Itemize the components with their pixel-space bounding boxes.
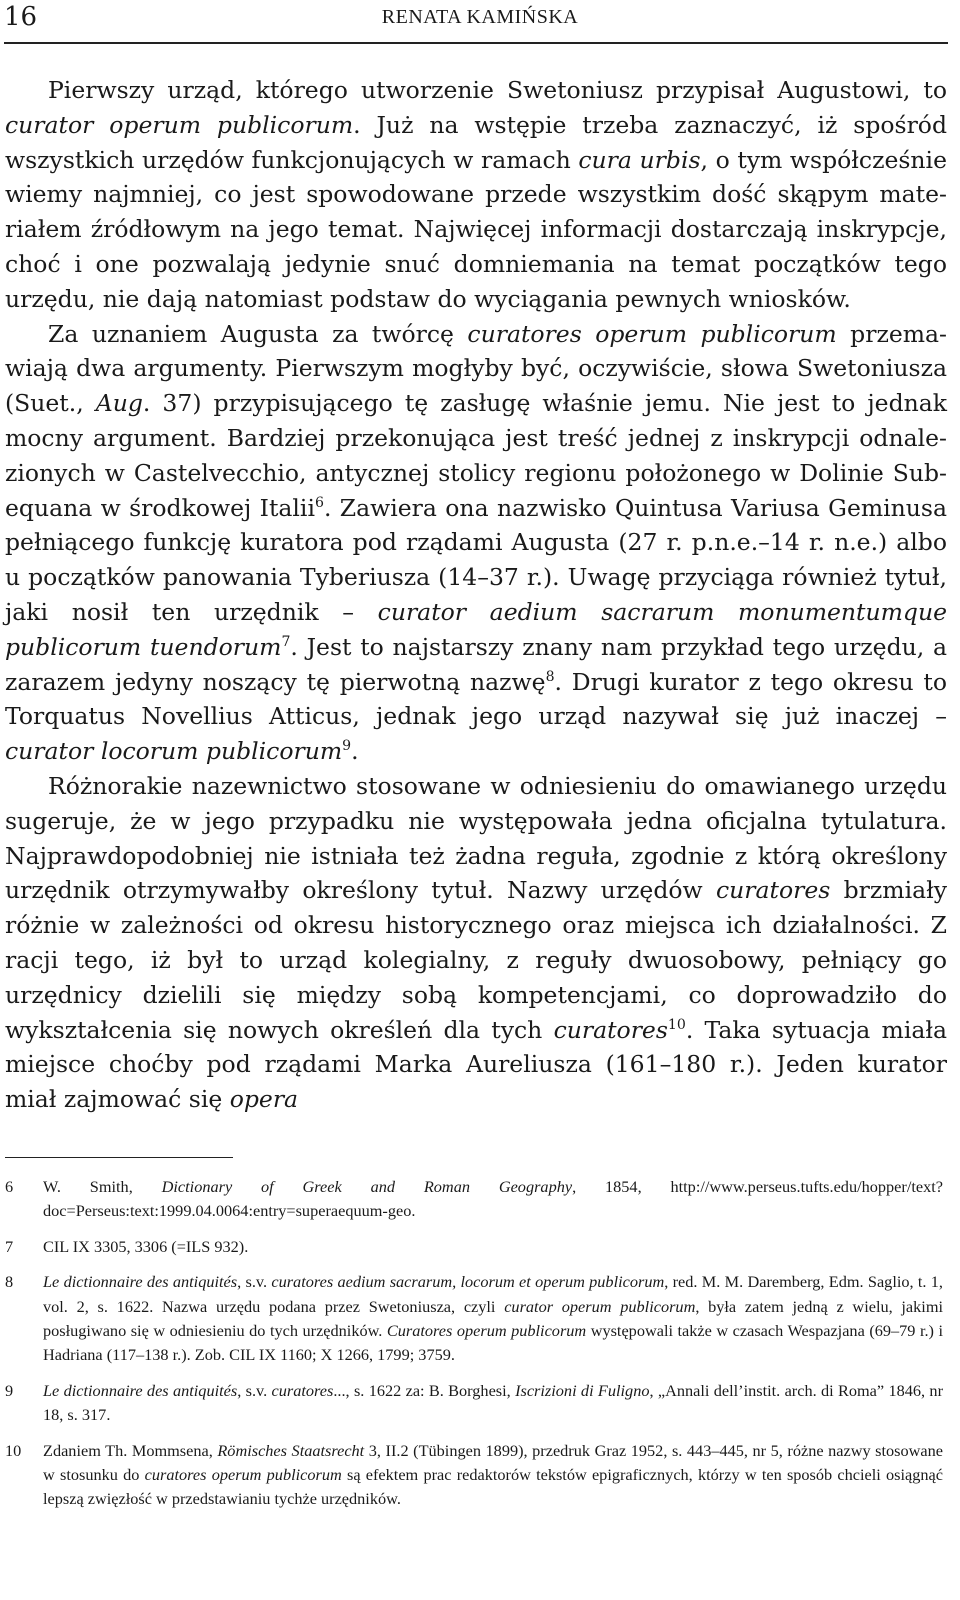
text-run: , s.v. (237, 1380, 272, 1400)
footnote-number: 10 (5, 1440, 22, 1460)
footnote-text (43, 1237, 248, 1256)
text-run: są efektem prac redaktorów tekstów epigraficznych, którzy w ten sposób chcieli osiągnąć lepszą zwięzłość w przedstawianiu tychże urzędników. (43, 1465, 943, 1509)
italic-run: curatores operum publicorum (144, 1465, 342, 1485)
footnote-number: 9 (5, 1380, 14, 1400)
footnotes (5, 1175, 943, 1523)
italic-run: Le dictionnaire des antiquités (43, 1272, 238, 1292)
text-run: , s.v. (237, 1272, 272, 1292)
footnote (5, 1379, 943, 1428)
paragraph (5, 769, 947, 1117)
italic-run: Curatores operum publicorum (386, 1321, 587, 1341)
main-text (5, 73, 947, 1117)
footnote-separator (5, 1157, 233, 1158)
footnote-text (43, 1381, 943, 1424)
text-run: . Drugi kurator z tego okresu to Torquatus Novellius Atticus, jednak jego urząd nazywał się już inaczej – (5, 667, 948, 731)
page-header (0, 0, 960, 44)
paragraph (5, 317, 947, 769)
text-run: . Już na wstępie trzeba zaznaczyć, iż spośród wszystkich urzędów funkcjonujących w ramach (5, 110, 947, 174)
text-run: CIL IX 3305, 3306 (=ILS 932). (43, 1236, 249, 1256)
italic-run: cura urbis (578, 145, 701, 174)
italic-run: curatores (271, 1380, 334, 1400)
header-rule (4, 42, 948, 44)
footnote (5, 1439, 943, 1512)
italic-run: Iscrizioni di Fuligno (515, 1380, 650, 1400)
text-run: . Taka sytuacja miała miejsce choćby pod rządami Marka Aureliusza (161–180 r.). Jeden kurator miał zajmować się (5, 1015, 947, 1114)
text-run: . Jest to najstarszy znany nam przykład tego urzędu, a zarazem jedyny noszący tę pierwotną nazwę (5, 632, 948, 696)
text-run: . Zawiera ona nazwisko Quintusa Variusa Geminusa pełniącego funkcję kuratora pod rządami Augusta (27 r. p.n.e.–14 r. n.e.) albo u początków panowania Tyberiusza (14–37 r.). Uwagę przyciąga również tytuł, jaki nosił ten urzędnik – (5, 493, 948, 626)
footnote-ref: 7 (281, 633, 291, 650)
footnote-ref: 10 (667, 1016, 686, 1033)
italic-run: Aug (95, 389, 143, 418)
italic-run: opera (229, 1085, 299, 1114)
text-run: Pierwszy urząd, którego utworzenie Swetoniusz przypisał Augustowi, to (48, 76, 947, 104)
text-run: . (351, 737, 359, 766)
text-run: Za uznaniem Augusta za twórcę (48, 319, 468, 348)
footnote (5, 1270, 943, 1368)
text-run: Różnorakie nazewnictwo stosowane w odniesieniu do omawianego urzędu sugeruje, że w jego przypadku nie występowała jedna oficjalna tytulatura. Najprawdopodobniej nie istniała też żadna reguła, zgodnie z którą określony urzędnik otrzymywałby określony tytuł. Nazwy urzędów (5, 771, 947, 905)
footnote-ref: 8 (545, 668, 555, 685)
italic-run: curator operum publicorum (5, 110, 354, 139)
text-run: przemawiają dwa argumenty. Pierwszym mogłyby być, oczywiście, słowa Swetoniusza (Suet., (5, 319, 947, 418)
running-title: RENATA KAMIŃSKA (381, 6, 579, 28)
italic-run: curator operum publicorum (504, 1296, 696, 1316)
italic-run: curatores (553, 1015, 668, 1044)
footnote (5, 1235, 943, 1259)
text-run: , „Annali dell’instit. arch. di Roma” 1846, nr 18, s. 317. (43, 1380, 943, 1425)
italic-run: curator aedium sacrarum monumentumque publicorum tuendorum (5, 597, 947, 661)
text-run: Zdaniem Th. Mommsena, (43, 1440, 218, 1460)
page-number: 16 (4, 2, 38, 32)
text-run: 3, II.2 (Tübingen 1899), przedruk Graz 1952, s. 443–445, nr 5, różne nazwy stosowane w stosunku do (43, 1440, 944, 1485)
italic-run: Le dictionnaire des antiquités (43, 1380, 238, 1400)
text-run: ..., s. 1622 za: B. Borghesi, (333, 1380, 516, 1400)
footnote-number: 6 (5, 1177, 14, 1196)
footnote-number: 7 (5, 1236, 14, 1256)
footnote-text (43, 1177, 943, 1220)
text-run: , red. M. M. Daremberg, Edm. Saglio, t. 1, vol. 2, s. 1622. Nazwa urzędu podana przez Swetoniusza, czyli (43, 1272, 943, 1316)
footnote-ref: 6 (314, 494, 324, 511)
italic-run: curator locorum publicorum (5, 737, 343, 766)
text-run: , była zatem jedną z wielu, jakimi posługiwano się w odniesieniu do tych urzędników. (43, 1296, 944, 1341)
footnote-number: 8 (5, 1272, 14, 1292)
paragraph (5, 73, 947, 317)
text-run: , 1854, http://www.perseus.tufts.edu/hopper/text?doc=Perseus:text:1999.04.0064:entry=superaequum-geo. (43, 1177, 943, 1221)
footnote-text (43, 1272, 943, 1364)
text-run: W. Smith, (43, 1177, 162, 1196)
text-run: brzmiały różnie w zależności od okresu historycznego oraz miejsca ich działalności. Z racji tego, iż był to urząd kolegialny, z reguły dwuosobowy, pełniący go urzędnicy dzielili się między sobą kompetencjami, co doprowadziło do wykształcenia się nowych określeń dla tych (5, 876, 947, 1044)
italic-run: curatores (715, 876, 831, 905)
italic-run: curatores aedium sacrarum, locorum et operum publicorum (271, 1272, 665, 1292)
text-run: , o tym współcześnie wiemy najmniej, co jest spowodowane przede wszystkim dość skąpym materiałem źródłowym na jego temat. Najwięcej informacji dostarczają inskrypcje, choć i one pozwalają jedynie snuć domniemania na temat początków tego urzędu, nie dają natomiast podstaw do wyciągania pewnych wniosków. (5, 145, 947, 313)
text-run: występowali także w czasach Wespazjana (69–79 r.) i Hadriana (117–138 r.). Zob. CIL IX 1160; X 1266, 1799; 3759. (43, 1321, 944, 1365)
italic-run: Dictionary of Greek and Roman Geography (161, 1177, 573, 1196)
footnote-ref: 9 (342, 738, 352, 755)
italic-run: Römisches Staatsrecht (217, 1440, 365, 1460)
footnote (5, 1175, 943, 1224)
text-run: . 37) przypisującego tę zasługę właśnie jemu. Nie jest to jednak mocny argument. Bardziej przekonująca jest treść jednej z inskrypcji odnalezionych w Castelvecchio, antycznej stolicy regionu położonego w Dolinie Subequana w środkowej Italii (5, 389, 947, 522)
italic-run: curatores operum publicorum (467, 319, 837, 348)
footnote-text (43, 1441, 943, 1509)
